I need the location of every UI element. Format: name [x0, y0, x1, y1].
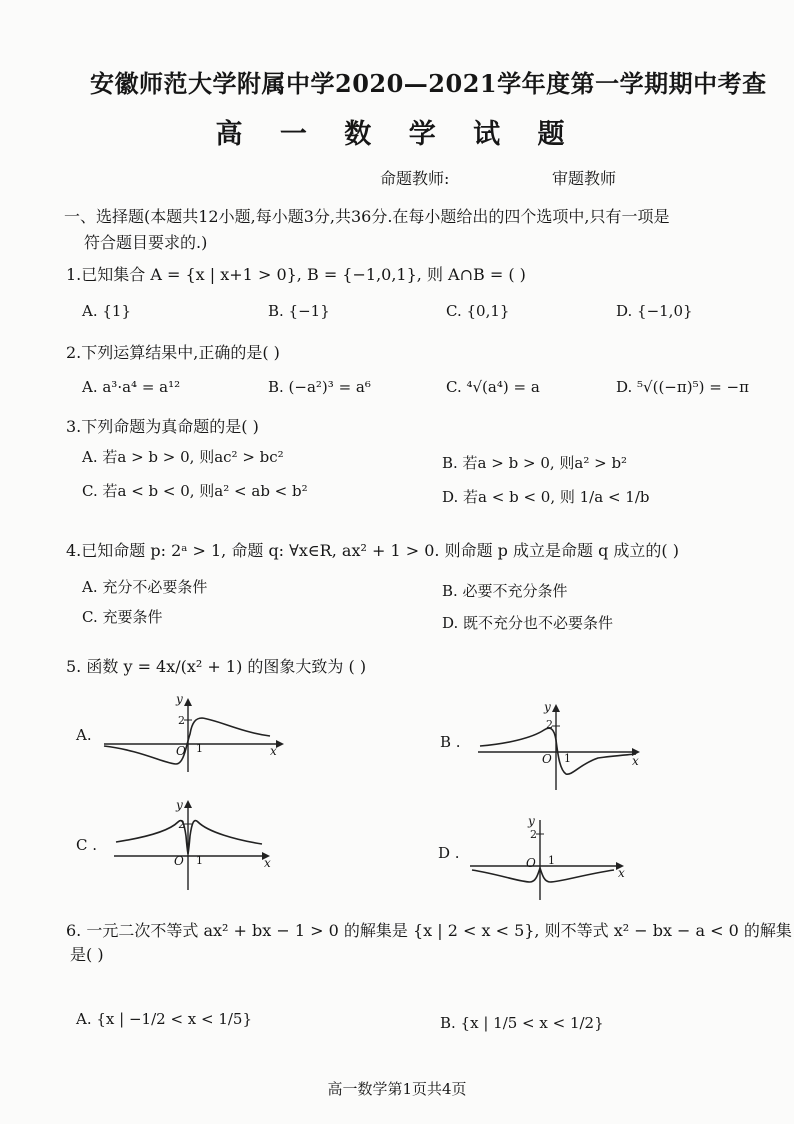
question-5-option-a: A.	[76, 726, 92, 744]
school-title: 安徽师范大学附属中学2020—2021学年度第一学期期中考查	[90, 69, 767, 98]
exam-title: 高 一 数 学 试 题	[215, 119, 579, 150]
graph-c	[112, 796, 282, 892]
question-1-option-a: A. {1}	[82, 302, 131, 320]
graph-b-two-label: 2	[546, 718, 553, 731]
graph-a-x-label: x	[270, 744, 277, 758]
question-1-stem: 1.已知集合 A = {x | x+1 > 0}, B = {−1,0,1}, 则 A∩B = ( )	[66, 265, 526, 284]
section-heading	[64, 204, 764, 256]
question-3-option-a: A. 若a > b > 0, 则ac² > bc²	[82, 448, 284, 466]
author-label: 命题教师:	[380, 169, 450, 188]
question-2-option-a: A. a³·a⁴ = a¹²	[82, 378, 181, 396]
section-line-1: 一、选择题(本题共12小题,每小题3分,共36分.在每小题给出的四个选项中,只有一项是	[64, 207, 670, 226]
question-3-option-d: D. 若a < b < 0, 则 1/a < 1/b	[442, 488, 650, 506]
graph-d-one-label: 1	[548, 854, 555, 867]
question-3-option-c: C. 若a < b < 0, 则a² < ab < b²	[82, 482, 308, 500]
graph-c-y-label: y	[176, 798, 183, 812]
question-2-option-d: D. ⁵√((−π)⁵) = −π	[616, 378, 749, 396]
question-4-option-a: A. 充分不必要条件	[82, 578, 208, 596]
question-4-option-d: D. 既不充分也不必要条件	[442, 614, 614, 632]
question-5-option-d: D .	[438, 844, 460, 862]
graph-a-two-label: 2	[178, 714, 185, 727]
graph-b-x-label: x	[632, 754, 639, 768]
graph-a	[100, 694, 290, 774]
question-6-stem-line-1: 6. 一元二次不等式 ax² + bx − 1 > 0 的解集是 {x | 2 < x < 5}, 则不等式 x² − bx − a < 0 的解集	[66, 921, 792, 940]
graph-c-one-label: 1	[196, 854, 203, 867]
graph-a-one-label: 1	[196, 742, 203, 755]
question-5-option-b: B .	[440, 733, 461, 751]
graph-a-y-label: y	[176, 692, 183, 706]
question-4-option-b: B. 必要不充分条件	[442, 582, 568, 600]
graph-b	[476, 700, 646, 792]
section-line-2: 符合题目要求的.)	[84, 233, 208, 252]
question-6-stem-line-2: 是( )	[70, 945, 104, 964]
question-5-stem: 5. 函数 y = 4x/(x² + 1) 的图象大致为 ( )	[66, 657, 367, 676]
question-1-option-c: C. {0,1}	[446, 302, 510, 320]
question-5-option-c: C .	[76, 836, 98, 854]
question-2-option-c: C. ⁴√(a⁴) = a	[446, 378, 540, 396]
question-2-option-b: B. (−a²)³ = a⁶	[268, 378, 371, 396]
graph-c-origin-label: O	[174, 854, 184, 868]
question-6-option-b: B. {x | 1/5 < x < 1/2}	[440, 1014, 604, 1032]
reviewer-label: 审题教师	[552, 169, 617, 188]
question-4-stem: 4.已知命题 p: 2ᵃ > 1, 命题 q: ∀x∈R, ax² + 1 > 0. 则命题 p 成立是命题 q 成立的( )	[66, 541, 679, 560]
graph-b-origin-label: O	[542, 752, 552, 766]
question-1-option-d: D. {−1,0}	[616, 302, 693, 320]
graph-b-y-label: y	[544, 700, 551, 714]
question-4-option-c: C. 充要条件	[82, 608, 163, 626]
question-3-stem: 3.下列命题为真命题的是( )	[66, 417, 259, 436]
graph-b-one-label: 1	[564, 752, 571, 765]
graph-d-two-label: 2	[530, 828, 537, 841]
graph-d-x-label: x	[618, 866, 625, 880]
graph-d	[468, 812, 638, 902]
question-2-stem: 2.下列运算结果中,正确的是( )	[66, 343, 280, 362]
question-6-option-a: A. {x | −1/2 < x < 1/5}	[76, 1010, 253, 1028]
question-3-option-b: B. 若a > b > 0, 则a² > b²	[442, 454, 628, 472]
page-footer: 高一数学第1页共4页	[327, 1080, 467, 1098]
graph-d-y-label: y	[528, 814, 535, 828]
graph-a-origin-label: O	[176, 744, 186, 758]
question-1-option-b: B. {−1}	[268, 302, 330, 320]
graph-c-x-label: x	[264, 856, 271, 870]
graph-c-two-label: 2	[178, 818, 185, 831]
graph-d-origin-label: O	[526, 856, 536, 870]
